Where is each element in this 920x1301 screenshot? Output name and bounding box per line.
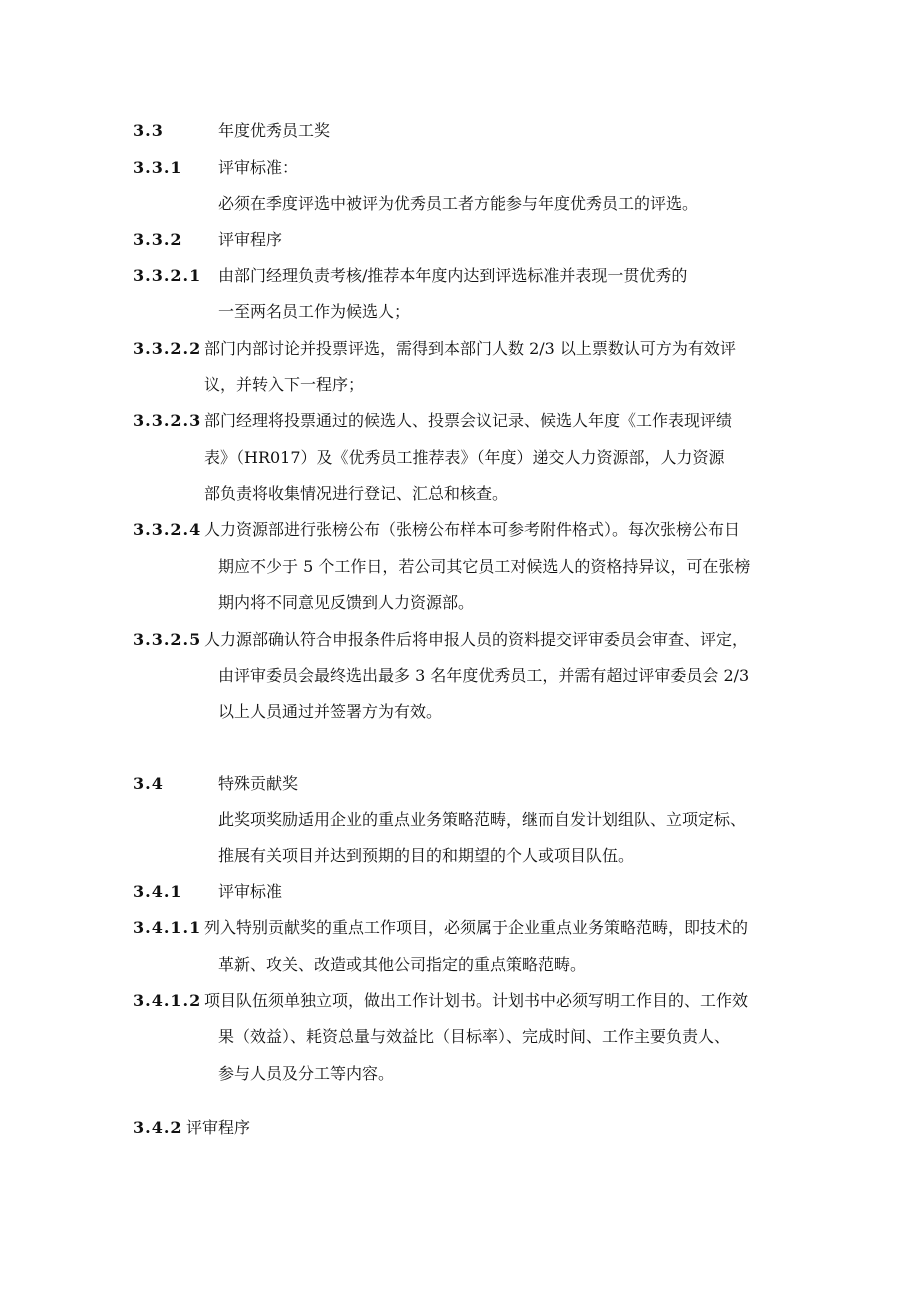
section-number: 3.3.2.5	[133, 630, 202, 649]
section-number: 3.3.1	[133, 158, 183, 177]
paragraph-line: 革新、攻关、改造或其他公司指定的重点策略范畴。	[218, 955, 587, 974]
section-number: 3.4.1	[133, 882, 183, 901]
section-number: 3.3.2.4	[133, 520, 202, 539]
section-title: 特殊贡献奖	[218, 774, 299, 793]
paragraph-line: 列入特别贡献奖的重点工作项目，必须属于企业重点业务策略范畴，即技术的	[204, 918, 749, 937]
section-number: 3.3.2.1	[133, 266, 202, 285]
section-number: 3.4.2	[133, 1118, 183, 1137]
paragraph-line: 一至两名员工作为候选人；	[218, 302, 411, 321]
paragraph-line: 参与人员及分工等内容。	[218, 1064, 395, 1083]
paragraph-line: 推展有关项目并达到预期的目的和期望的个人或项目队伍。	[218, 846, 635, 865]
section-title: 评审程序	[218, 230, 283, 249]
paragraph-line: 议，并转入下一程序；	[204, 375, 365, 394]
section-title: 年度优秀员工奖	[218, 121, 331, 140]
paragraph-line: 以上人员通过并签署方为有效。	[218, 702, 443, 721]
paragraph-line: 部门经理将投票通过的候选人、投票会议记录、候选人年度《工作表现评绩	[204, 411, 733, 430]
section-number: 3.3.2.3	[133, 411, 202, 430]
paragraph-line: 由部门经理负责考核/推荐本年度内达到评选标准并表现一贯优秀的	[218, 266, 688, 285]
paragraph-line: 项目队伍须单独立项，做出工作计划书。计划书中必须写明工作目的、工作效	[204, 991, 749, 1010]
section-number: 3.3.2	[133, 230, 183, 249]
paragraph-line: 由评审委员会最终选出最多 3 名年度优秀员工，并需有超过评审委员会 2/3	[218, 666, 750, 685]
section-title: 评审标准	[218, 882, 283, 901]
paragraph-line: 果（效益）、耗资总量与效益比（目标率）、完成时间、工作主要负责人、	[218, 1027, 731, 1046]
paragraph-line: 此奖项奖励适用企业的重点业务策略范畴，继而自发计划组队、立项定标、	[218, 810, 747, 829]
paragraph-line: 人力源部确认符合申报条件后将申报人员的资料提交评审委员会审查、评定，	[204, 630, 749, 649]
paragraph-line: 部负责将收集情况进行登记、汇总和核查。	[204, 484, 509, 503]
paragraph-line: 表》（HR017）及《优秀员工推荐表》（年度）递交人力资源部，人力资源	[204, 448, 725, 467]
section-number: 3.4	[133, 774, 164, 793]
section-number: 3.3.2.2	[133, 339, 202, 358]
section-title: 评审程序	[186, 1118, 251, 1137]
paragraph-line: 必须在季度评选中被评为优秀员工者方能参与年度优秀员工的评选。	[218, 194, 699, 213]
paragraph-line: 期应不少于 5 个工作日，若公司其它员工对候选人的资格持异议，可在张榜	[218, 557, 751, 576]
section-number: 3.4.1.1	[133, 918, 202, 937]
paragraph-line: 人力资源部进行张榜公布（张榜公布样本可参考附件格式）。每次张榜公布日	[204, 520, 741, 539]
section-title: 评审标准：	[218, 158, 299, 177]
section-number: 3.3	[133, 121, 164, 140]
section-number: 3.4.1.2	[133, 991, 202, 1010]
paragraph-line: 部门内部讨论并投票评选，需得到本部门人数 2/3 以上票数认可方为有效评	[204, 339, 736, 358]
paragraph-line: 期内将不同意见反馈到人力资源部。	[218, 593, 475, 612]
